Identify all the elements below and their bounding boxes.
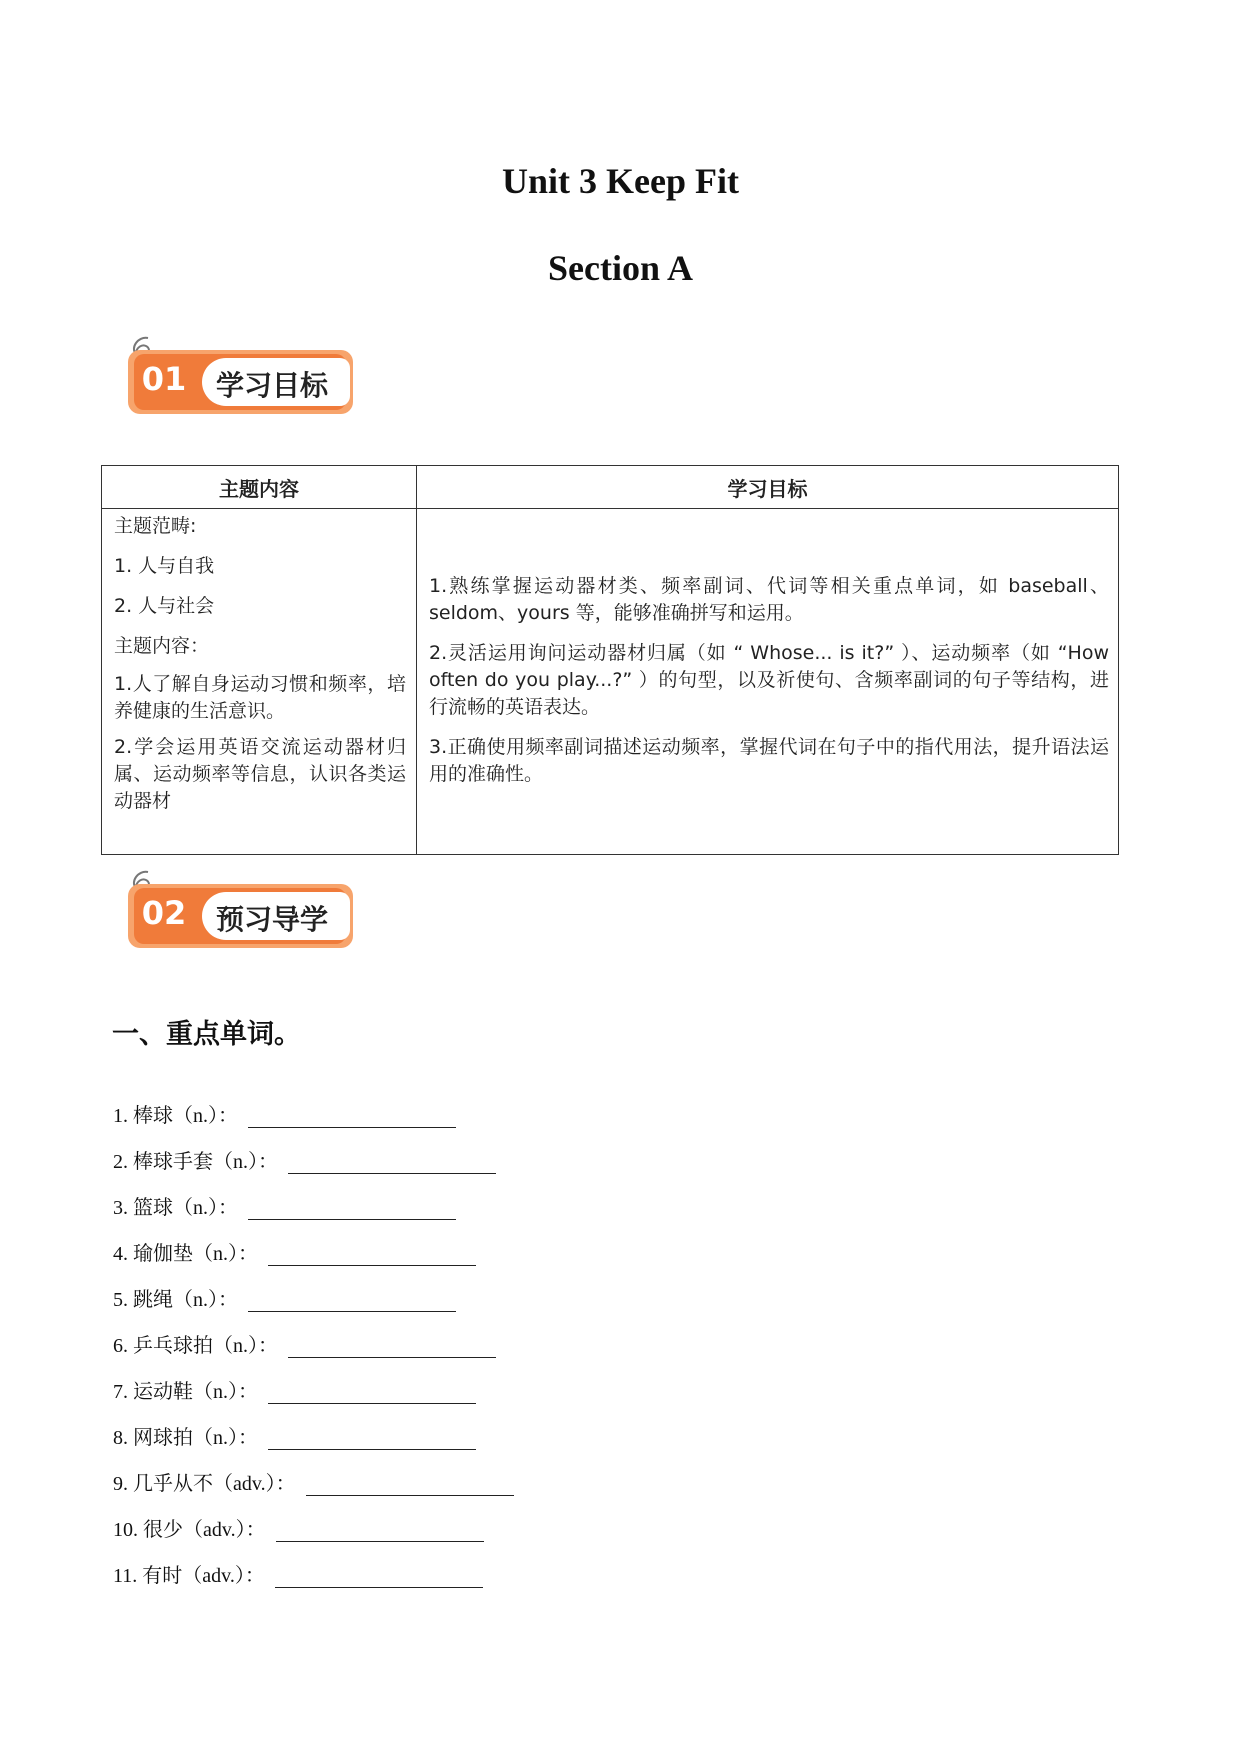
vocab-prompt: 6. 乒乓球拍（n.）： (113, 1335, 278, 1357)
section-badge-objectives (118, 328, 358, 414)
goal-item: 3.正确使用频率副词描述运动频率，掌握代词在句子中的指代用法，提升语法运用的准确性。 (429, 736, 1109, 785)
list-item (113, 1312, 813, 1358)
vocab-prompt: 7. 运动鞋（n.）： (113, 1381, 258, 1403)
topic-cell (102, 509, 417, 855)
list-item (113, 1404, 813, 1450)
objectives-table (101, 465, 1119, 855)
section-badge-preview (118, 862, 358, 948)
goal-item: 2.灵活运用询问运动器材归属（如 “ Whose... is it?” ）、运动频率（如 “How often do you play...?” ）的句型，以及祈使句、含频率副词的句子等结构，进行流畅的英语表达。 (429, 642, 1109, 718)
badge-label: 学习目标 (215, 369, 328, 402)
vocab-prompt: 5. 跳绳（n.）： (113, 1289, 238, 1311)
vocab-prompt: 2. 棒球手套（n.）： (113, 1151, 278, 1173)
section-heading: 一、重点单词。 (112, 1019, 301, 1050)
vocab-prompt: 3. 篮球（n.）： (113, 1197, 238, 1219)
table-header-row (102, 466, 1119, 509)
list-item (113, 1220, 813, 1266)
vocab-prompt: 8. 网球拍（n.）： (113, 1427, 258, 1449)
answer-blank[interactable] (275, 1567, 483, 1588)
table-row (102, 509, 1119, 855)
list-item (113, 1496, 813, 1542)
list-item (113, 1450, 813, 1496)
content-title: 主题内容： (114, 635, 210, 657)
answer-blank[interactable] (288, 1153, 496, 1174)
vocab-prompt: 10. 很少（adv.）： (113, 1519, 266, 1541)
table-header-goals: 学习目标 (417, 466, 1119, 509)
list-item (113, 1128, 813, 1174)
badge-label: 预习导学 (215, 903, 328, 936)
content-item: 1.人了解自身运动习惯和频率，培养健康的生活意识。 (114, 673, 406, 722)
answer-blank[interactable] (268, 1383, 476, 1404)
answer-blank[interactable] (276, 1521, 484, 1542)
scope-item: 2. 人与社会 (114, 595, 215, 617)
vocab-prompt: 1. 棒球（n.）： (113, 1105, 238, 1127)
vocab-prompt: 9. 几乎从不（adv.）： (113, 1473, 296, 1495)
answer-blank[interactable] (268, 1245, 476, 1266)
answer-blank[interactable] (268, 1429, 476, 1450)
table-header-topic: 主题内容 (102, 466, 417, 509)
goals-cell (417, 509, 1119, 855)
page-title: Unit 3 Keep Fit (502, 161, 739, 201)
vocab-prompt: 4. 瑜伽垫（n.）： (113, 1243, 258, 1265)
answer-blank[interactable] (306, 1475, 514, 1496)
answer-blank[interactable] (248, 1199, 456, 1220)
badge-number: 01 (141, 360, 187, 398)
list-item (113, 1082, 813, 1128)
answer-blank[interactable] (288, 1337, 496, 1358)
vocab-prompt: 11. 有时（adv.）： (113, 1565, 265, 1587)
scope-title: 主题范畴: (114, 515, 197, 537)
content-item: 2.学会运用英语交流运动器材归属、运动频率等信息，认识各类运动器材 (114, 736, 406, 812)
page-subtitle: Section A (547, 248, 693, 288)
goal-item: 1.熟练掌握运动器材类、频率副词、代词等相关重点单词，如 baseball、seldom、yours 等，能够准确拼写和运用。 (429, 575, 1109, 624)
list-item (113, 1266, 813, 1312)
list-item (113, 1174, 813, 1220)
list-item (113, 1542, 813, 1588)
answer-blank[interactable] (248, 1291, 456, 1312)
vocab-list (113, 1082, 813, 1588)
list-item (113, 1358, 813, 1404)
badge-number: 02 (141, 894, 187, 932)
scope-item: 1. 人与自我 (114, 555, 215, 577)
answer-blank[interactable] (248, 1107, 456, 1128)
